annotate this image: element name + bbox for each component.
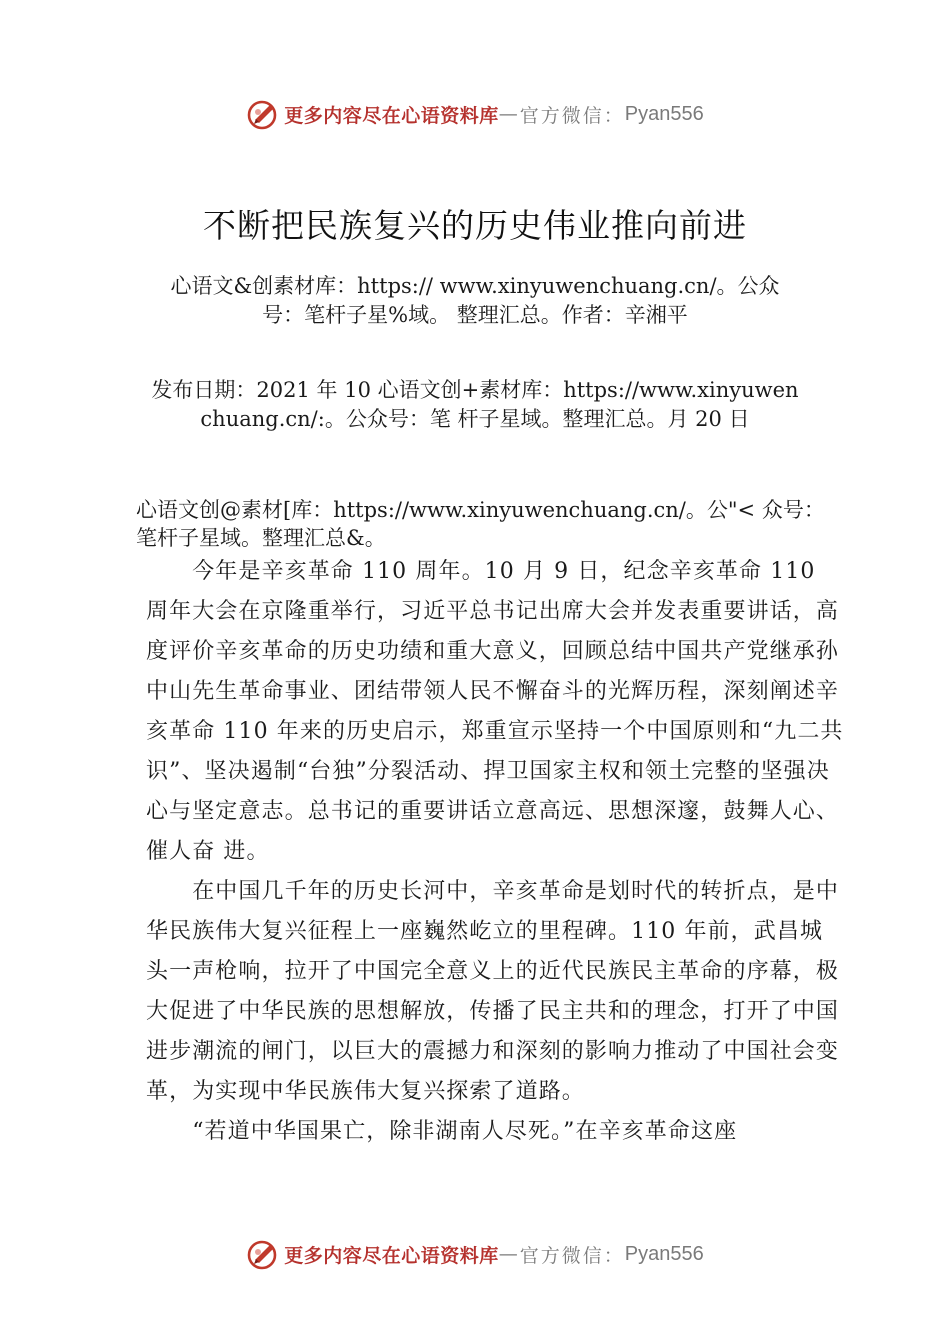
- meta-source: 心语文&创素材库：https:// www.xinyuwenchuang.cn/。公众号：笔杆子星%域。 整理汇总。作者：辛湘平: [170, 274, 780, 327]
- footer-brand-text: 更多内容尽在心语资料库: [284, 1244, 499, 1267]
- footer-dash: —: [498, 1243, 520, 1265]
- header-wechat-id: Pyan556: [624, 102, 704, 125]
- header-dash: —: [498, 103, 520, 125]
- paragraph: 今年是辛亥革命 110 周年。10 月 9 日，纪念辛亥革命 110 周年大会在京隆重举行，习近平总书记出席大会并发表重要讲话，高度评价辛亥革命的历史功绩和重大意义，回顾总结中国共产党继承孙中山先生革命事业、团结带领人民不懈奋斗的光辉历程，深刻阐述辛亥革命 110 年来的历史启示，郑重宣示坚持一个中国原则和“九二共识”、坚决遏制“台独”分裂活动、捍卫国家主权和领土完整的坚强决心与坚定意志。总书记的重要讲话立意高远、思想深邃，鼓舞人心、催人奋 进。: [146, 559, 844, 864]
- source-notice: 心语文创@素材[库：https://www.xinyuwenchuang.cn/。公"< 众号：笔杆子星域。整理汇总&。: [136, 498, 825, 550]
- meta-date: 发布日期：2021 年 10 心语文创+素材库：https://www.xinyuwenchuang.cn/:。公众号：笔 杆子星域。整理汇总。月 20 日: [151, 378, 799, 431]
- paragraph: 在中国几千年的历史长河中，辛亥革命是划时代的转折点，是中华民族伟大复兴征程上一座巍然屹立的里程碑。110 年前，武昌城头一声枪响，拉开了中国完全意义上的近代民族民主革命的序幕，极大促进了中华民族的思想解放，传播了民主共和的理念，打开了中国进步潮流的闸门，以巨大的震撼力和深刻的影响力推动了中国社会变革，为实现中华民族伟大复兴探索了道路。: [146, 879, 840, 1104]
- header-brand-text: 更多内容尽在心语资料库: [284, 104, 499, 127]
- pen-circle-logo-icon: [246, 1237, 280, 1271]
- header-banner: [0, 94, 950, 134]
- article-body: [146, 552, 846, 1152]
- paragraph: “若道中华国果亡，除非湖南人尽死。”在辛亥革命这座: [192, 1119, 738, 1144]
- document-title: 不断把民族复兴的历史伟业推向前进: [203, 206, 747, 245]
- footer-wechat-id: Pyan556: [624, 1242, 704, 1265]
- footer-wechat-label: 官方微信：: [519, 1244, 625, 1267]
- pen-circle-logo-icon: [246, 97, 280, 131]
- header-wechat-label: 官方微信：: [519, 104, 625, 127]
- footer-banner: [0, 1234, 950, 1274]
